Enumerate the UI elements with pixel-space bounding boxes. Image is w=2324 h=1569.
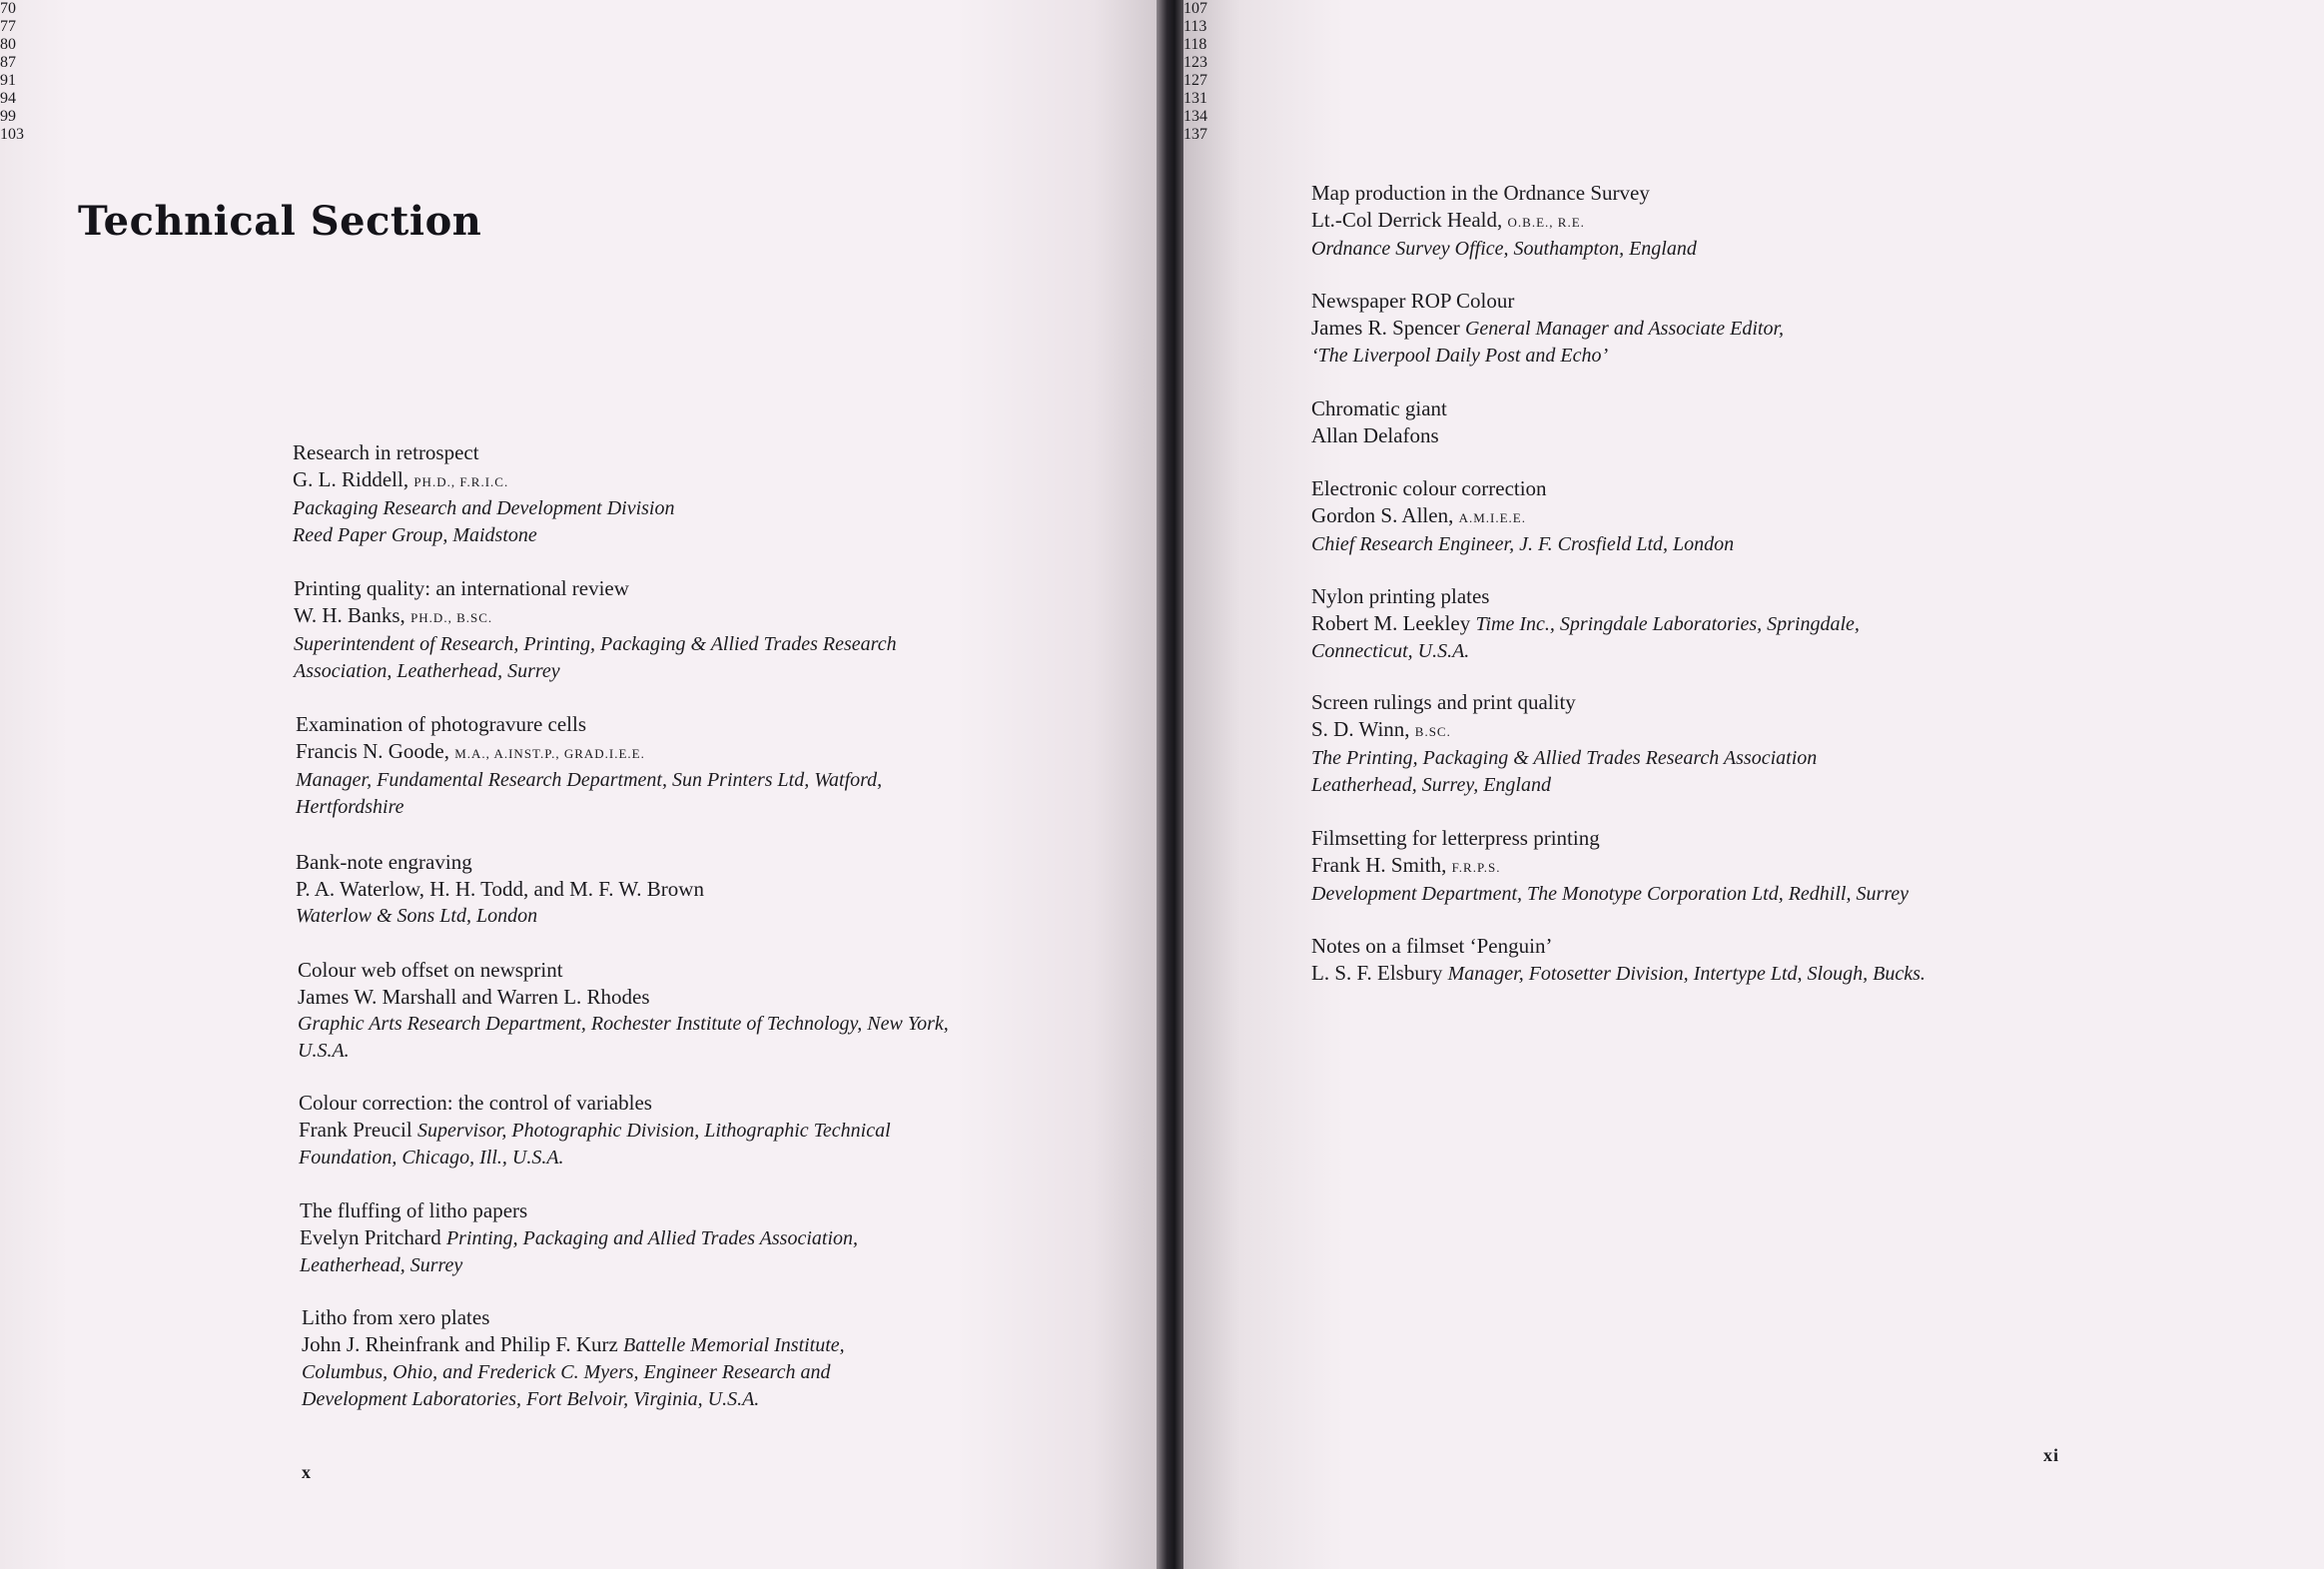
entry-affiliation: U.S.A. bbox=[298, 1040, 350, 1062]
right-page bbox=[1183, 0, 2324, 1569]
entry-page-number: 99 bbox=[0, 108, 16, 125]
entry-affiliation: ‘The Liverpool Daily Post and Echo’ bbox=[1311, 345, 1609, 367]
entry-author: G. L. Riddell, bbox=[293, 467, 409, 491]
contents-entry bbox=[294, 575, 897, 685]
entry-author: L. S. F. Elsbury bbox=[1311, 961, 1443, 985]
entry-author-degrees: F.R.P.S. bbox=[1451, 860, 1501, 875]
entry-affiliation: Packaging Research and Development Division bbox=[293, 497, 675, 519]
contents-entry bbox=[1311, 825, 1909, 908]
entry-title: Colour web offset on newsprint bbox=[298, 958, 563, 982]
entry-page-number: 113 bbox=[1183, 18, 1207, 35]
entry-author-line bbox=[302, 1331, 845, 1359]
entry-author: W. H. Banks, bbox=[294, 603, 405, 627]
entry-affiliation: Waterlow & Sons Ltd, London bbox=[296, 905, 538, 927]
entry-affiliation: Manager, Fundamental Research Department, Sun Printers Ltd, Watford, bbox=[296, 769, 883, 791]
entry-title: Newspaper ROP Colour bbox=[1311, 289, 1515, 313]
entry-author-line bbox=[1311, 960, 1926, 988]
entry-author-degrees: PH.D., F.R.I.C. bbox=[413, 474, 509, 489]
entry-affiliation: Connecticut, U.S.A. bbox=[1311, 640, 1470, 662]
contents-entry bbox=[1311, 583, 1860, 665]
entry-author-line bbox=[1311, 207, 1697, 236]
right-folio: xi bbox=[2043, 1445, 2060, 1465]
entry-page-number: 131 bbox=[1183, 90, 1207, 107]
entry-affiliation: Development Laboratories, Fort Belvoir, Virginia, U.S.A. bbox=[302, 1388, 760, 1410]
entry-author: James R. Spencer bbox=[1311, 316, 1460, 340]
entry-page-number: 107 bbox=[1183, 0, 1207, 17]
contents-entry bbox=[296, 711, 882, 821]
entry-author-line bbox=[1311, 315, 1784, 343]
entry-author-degrees: M.A., A.INST.P., GRAD.I.E.E. bbox=[454, 746, 645, 761]
contents-entry bbox=[296, 849, 704, 930]
entry-author: Gordon S. Allen, bbox=[1311, 503, 1454, 527]
entry-affiliation: Reed Paper Group, Maidstone bbox=[293, 524, 537, 546]
contents-entry bbox=[1311, 395, 1447, 449]
entry-author-line bbox=[298, 984, 949, 1011]
entry-title: Examination of photogravure cells bbox=[296, 712, 586, 736]
entry-affiliation: Foundation, Chicago, Ill., U.S.A. bbox=[299, 1147, 564, 1169]
entry-affiliation-inline: Battelle Memorial Institute, bbox=[623, 1334, 845, 1356]
entry-author-line bbox=[1311, 610, 1860, 638]
contents-entry bbox=[302, 1304, 845, 1413]
entry-affiliation: Leatherhead, Surrey bbox=[300, 1254, 463, 1276]
entry-author: Allan Delafons bbox=[1311, 423, 1439, 447]
entry-page-number: 134 bbox=[1183, 108, 1207, 125]
entry-title: Colour correction: the control of variables bbox=[299, 1091, 652, 1115]
entry-page-number: 91 bbox=[0, 72, 16, 89]
entry-affiliation-inline: General Manager and Associate Editor, bbox=[1464, 318, 1785, 340]
entry-affiliation: The Printing, Packaging & Allied Trades Research Association bbox=[1311, 747, 1818, 769]
entry-author-line bbox=[293, 466, 674, 495]
entry-affiliation: Columbus, Ohio, and Frederick C. Myers, Engineer Research and bbox=[302, 1361, 831, 1383]
entry-affiliation: Chief Research Engineer, J. F. Crosfield Ltd, London bbox=[1311, 533, 1735, 555]
entry-title: Research in retrospect bbox=[293, 440, 479, 464]
entry-title: The fluffing of litho papers bbox=[300, 1198, 528, 1222]
entry-author-line bbox=[296, 738, 882, 767]
left-folio: x bbox=[302, 1462, 312, 1482]
entry-title: Chromatic giant bbox=[1311, 396, 1447, 420]
entry-affiliation: Ordnance Survey Office, Southampton, England bbox=[1311, 238, 1697, 260]
entry-title: Litho from xero plates bbox=[302, 1305, 490, 1329]
entry-author: S. D. Winn, bbox=[1311, 717, 1410, 741]
entry-page-number: 70 bbox=[0, 0, 16, 17]
contents-entry bbox=[299, 1090, 891, 1172]
entry-affiliation-inline: Printing, Packaging and Allied Trades Association, bbox=[445, 1227, 858, 1249]
entry-affiliation-inline: Supervisor, Photographic Division, Lithographic Technical bbox=[416, 1120, 891, 1142]
entry-title: Screen rulings and print quality bbox=[1311, 690, 1576, 714]
entry-page-number: 80 bbox=[0, 36, 16, 53]
entry-author-line bbox=[1311, 502, 1734, 531]
entry-title: Map production in the Ordnance Survey bbox=[1311, 181, 1650, 205]
entry-author-line bbox=[1311, 422, 1447, 449]
entry-author: John J. Rheinfrank and Philip F. Kurz bbox=[302, 1332, 618, 1356]
section-heading: Technical Section bbox=[78, 198, 482, 245]
entry-author: P. A. Waterlow, H. H. Todd, and M. F. W. Brown bbox=[296, 877, 704, 901]
entry-affiliation: Association, Leatherhead, Surrey bbox=[294, 660, 560, 682]
entry-author: James W. Marshall and Warren L. Rhodes bbox=[298, 985, 650, 1009]
entry-author-degrees: A.M.I.E.E. bbox=[1458, 510, 1527, 525]
entry-author-degrees: O.B.E., R.E. bbox=[1507, 215, 1585, 230]
entry-author-degrees: B.SC. bbox=[1414, 724, 1451, 739]
entry-page-number: 127 bbox=[1183, 72, 1207, 89]
entry-affiliation-inline: Time Inc., Springdale Laboratories, Springdale, bbox=[1475, 613, 1860, 635]
entry-page-number: 137 bbox=[1183, 126, 1207, 143]
entry-author: Frank Preucil bbox=[299, 1118, 412, 1142]
entry-affiliation-inline: Manager, Fotosetter Division, Intertype Ltd, Slough, Bucks. bbox=[1447, 963, 1926, 985]
right-contents-list bbox=[1183, 0, 2324, 985]
entry-page-number: 77 bbox=[0, 18, 16, 35]
entry-author-line bbox=[300, 1224, 858, 1252]
contents-entry bbox=[1311, 180, 1697, 263]
contents-entry bbox=[1311, 475, 1734, 558]
entry-author-line bbox=[1311, 852, 1909, 881]
contents-entry bbox=[1311, 689, 1817, 799]
entry-author: Evelyn Pritchard bbox=[300, 1225, 441, 1249]
book-gutter bbox=[1157, 0, 1186, 1569]
entry-author: Robert M. Leekley bbox=[1311, 611, 1471, 635]
entry-page-number: 103 bbox=[0, 126, 24, 143]
entry-author-line bbox=[1311, 716, 1817, 745]
entry-title: Notes on a filmset ‘Penguin’ bbox=[1311, 934, 1553, 958]
entry-author-line bbox=[294, 602, 897, 631]
entry-affiliation: Hertfordshire bbox=[296, 796, 404, 818]
entry-author-degrees: PH.D., B.SC. bbox=[410, 610, 493, 625]
entry-affiliation: Graphic Arts Research Department, Rochester Institute of Technology, New York, bbox=[298, 1013, 949, 1035]
contents-entry bbox=[300, 1197, 858, 1279]
contents-entry bbox=[1311, 933, 1926, 988]
entry-author: Frank H. Smith, bbox=[1311, 853, 1447, 877]
entry-page-number: 94 bbox=[0, 90, 16, 107]
contents-entry bbox=[1311, 288, 1784, 370]
entry-affiliation: Development Department, The Monotype Corporation Ltd, Redhill, Surrey bbox=[1311, 883, 1910, 905]
entry-title: Filmsetting for letterpress printing bbox=[1311, 826, 1600, 850]
contents-entry bbox=[293, 439, 674, 549]
entry-author: Lt.-Col Derrick Heald, bbox=[1311, 208, 1503, 232]
entry-author: Francis N. Goode, bbox=[296, 739, 449, 763]
entry-author-line bbox=[296, 876, 704, 903]
entry-page-number: 87 bbox=[0, 54, 16, 71]
entry-affiliation: Superintendent of Research, Printing, Packaging & Allied Trades Research bbox=[294, 633, 897, 655]
entry-title: Electronic colour correction bbox=[1311, 476, 1547, 500]
entry-page-number: 118 bbox=[1183, 36, 1207, 53]
contents-entry bbox=[298, 957, 949, 1065]
entry-title: Bank-note engraving bbox=[296, 850, 472, 874]
entry-author-line bbox=[299, 1117, 891, 1145]
entry-title: Printing quality: an international review bbox=[294, 576, 629, 600]
entry-page-number: 123 bbox=[1183, 54, 1207, 71]
entry-title: Nylon printing plates bbox=[1311, 584, 1490, 608]
entry-affiliation: Leatherhead, Surrey, England bbox=[1311, 774, 1551, 796]
